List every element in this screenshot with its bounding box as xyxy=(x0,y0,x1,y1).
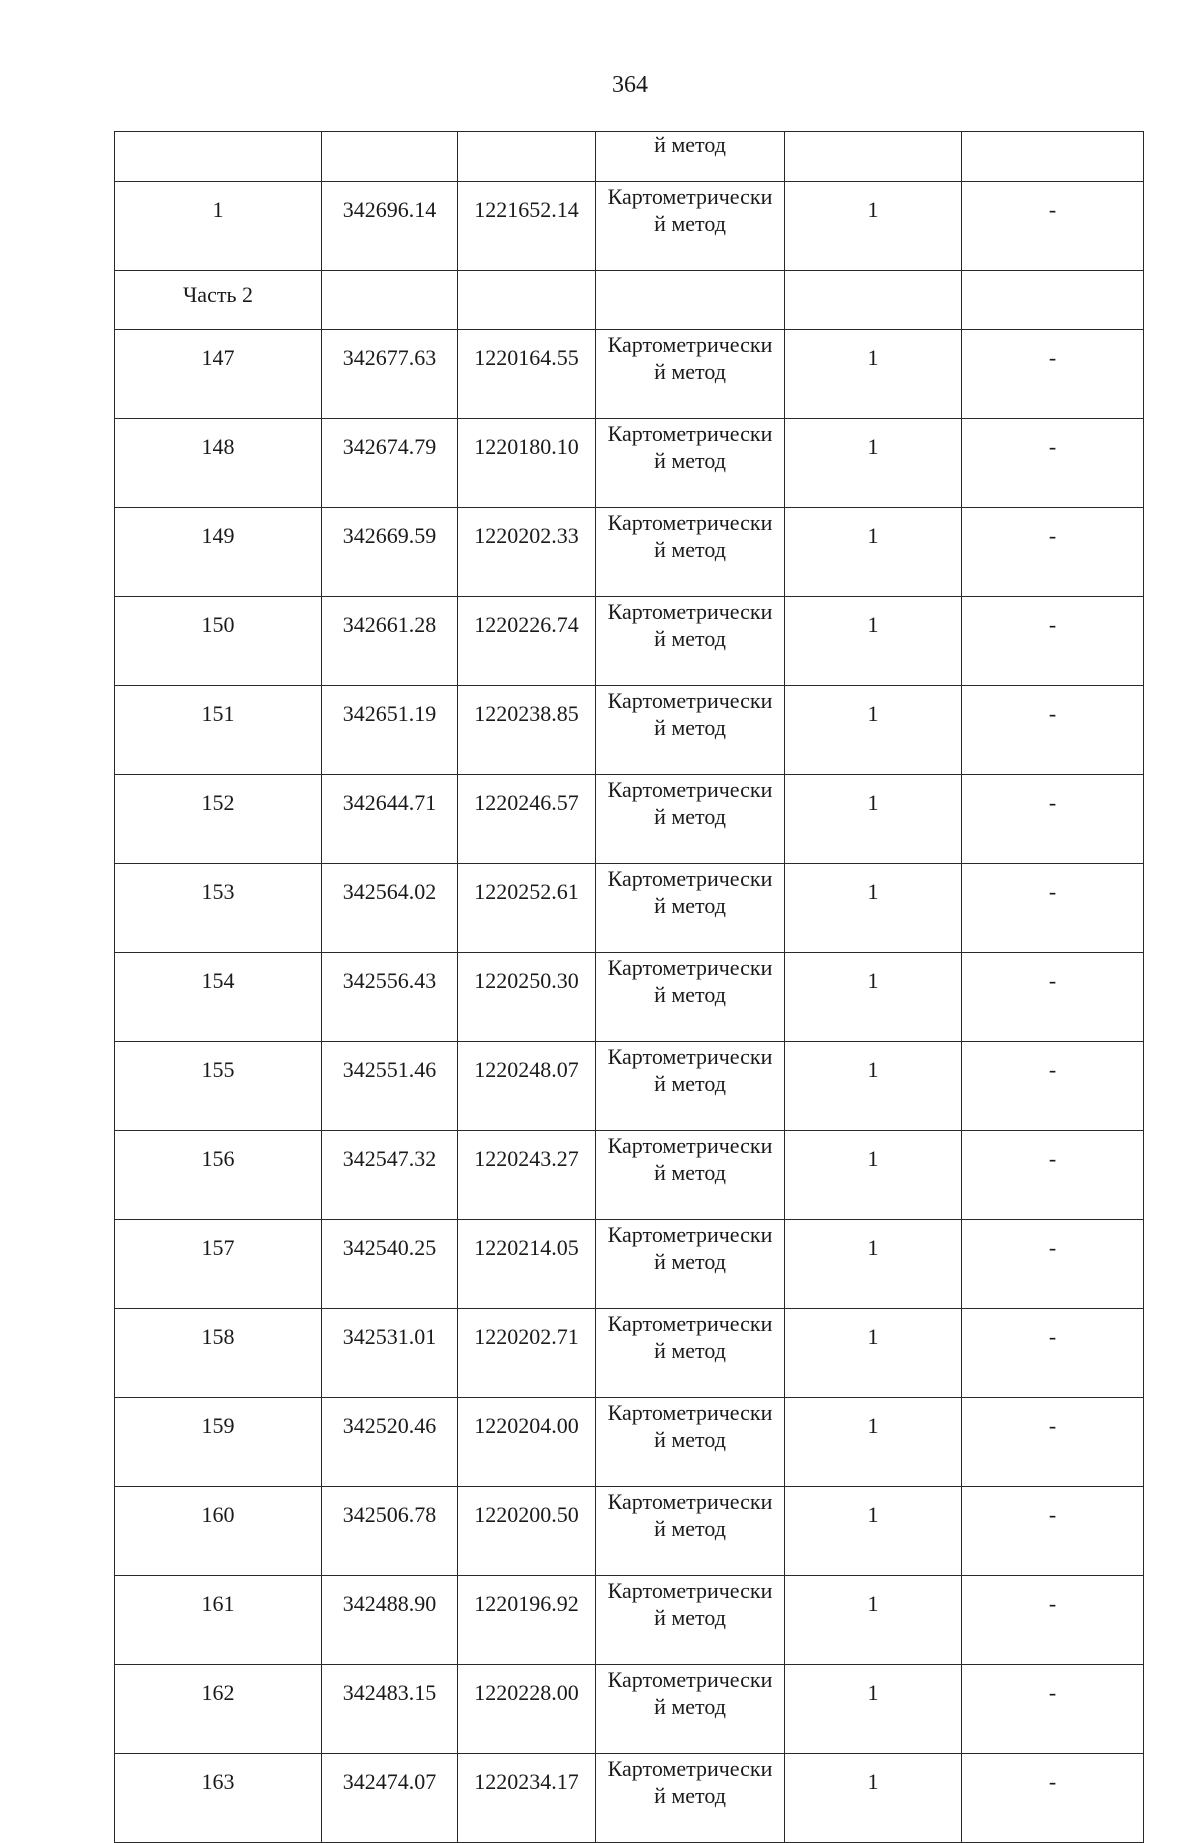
method-line-2: й метод xyxy=(654,1694,726,1719)
method-line-2: й метод xyxy=(654,1071,726,1096)
table-cell-x: 342677.63 xyxy=(322,330,458,419)
table-cell-method xyxy=(596,686,785,775)
method-line-2: й метод xyxy=(654,893,726,918)
table-cell-method xyxy=(596,1131,785,1220)
table-cell-note: - xyxy=(962,1576,1144,1665)
method-line-2: й метод xyxy=(654,359,726,384)
method-line-2: й метод xyxy=(654,982,726,1007)
table-row xyxy=(115,330,1144,419)
table-row xyxy=(115,1042,1144,1131)
table-cell-method xyxy=(596,597,785,686)
method-line-1: Картометрически xyxy=(607,1044,773,1069)
table-cell-method xyxy=(596,1665,785,1754)
table-row xyxy=(115,1576,1144,1665)
table-row xyxy=(115,1131,1144,1220)
table-cell-x: 342547.32 xyxy=(322,1131,458,1220)
table-cell-num: 150 xyxy=(115,597,322,686)
table-cell-num: 155 xyxy=(115,1042,322,1131)
method-line-2: й метод xyxy=(654,1160,726,1185)
method-line-1: Картометрически xyxy=(607,1489,773,1514)
table-row xyxy=(115,953,1144,1042)
table-cell-y: 1220234.17 xyxy=(458,1754,596,1843)
table-row xyxy=(115,686,1144,775)
table-cell-x: 342531.01 xyxy=(322,1309,458,1398)
table-cell-method xyxy=(596,182,785,271)
table-cell-x: 342551.46 xyxy=(322,1042,458,1131)
table-cell-accuracy: 1 xyxy=(785,1220,962,1309)
table-cell-note: - xyxy=(962,1487,1144,1576)
table-row-part-header xyxy=(115,271,1144,330)
table-cell-num: 158 xyxy=(115,1309,322,1398)
table-cell-method xyxy=(596,330,785,419)
table-cell-num: 156 xyxy=(115,1131,322,1220)
table-cell-y: 1220196.92 xyxy=(458,1576,596,1665)
table-cell-note: - xyxy=(962,1398,1144,1487)
table-row-continuation xyxy=(115,132,1144,182)
table-cell-y: 1220226.74 xyxy=(458,597,596,686)
table-cell-y xyxy=(458,132,596,182)
table-cell-num xyxy=(115,132,322,182)
method-line-2: й метод xyxy=(654,1249,726,1274)
method-line-1: Картометрически xyxy=(607,1400,773,1425)
table-cell-num: 147 xyxy=(115,330,322,419)
table-cell-x: 342696.14 xyxy=(322,182,458,271)
table-cell-num: 157 xyxy=(115,1220,322,1309)
method-line-2: й метод xyxy=(654,537,726,562)
table-cell-empty xyxy=(322,271,458,330)
method-line-1: Картометрически xyxy=(607,1222,773,1247)
table-row xyxy=(115,1309,1144,1398)
table-row xyxy=(115,419,1144,508)
table-cell-x: 342661.28 xyxy=(322,597,458,686)
table-cell-accuracy: 1 xyxy=(785,1487,962,1576)
table-cell-method xyxy=(596,1042,785,1131)
table-cell-note: - xyxy=(962,419,1144,508)
table-row xyxy=(115,1398,1144,1487)
table-row xyxy=(115,597,1144,686)
table-cell-num: 152 xyxy=(115,775,322,864)
coordinates-table-body xyxy=(115,132,1144,1843)
method-line-2: й метод xyxy=(654,211,726,236)
table-cell-note: - xyxy=(962,686,1144,775)
table-cell-note: - xyxy=(962,1309,1144,1398)
method-line-2: й метод xyxy=(654,626,726,651)
method-line-1: Картометрически xyxy=(607,510,773,535)
method-line-2: й метод xyxy=(654,448,726,473)
method-line-1: Картометрически xyxy=(607,955,773,980)
table-cell-accuracy: 1 xyxy=(785,419,962,508)
table-cell-x: 342674.79 xyxy=(322,419,458,508)
method-line-1: Картометрически xyxy=(607,777,773,802)
method-line-1: Картометрически xyxy=(607,184,773,209)
table-cell-method xyxy=(596,419,785,508)
table-cell-accuracy: 1 xyxy=(785,1398,962,1487)
table-cell-accuracy: 1 xyxy=(785,597,962,686)
table-cell-empty xyxy=(596,271,785,330)
table-cell-accuracy: 1 xyxy=(785,686,962,775)
table-cell-note: - xyxy=(962,1754,1144,1843)
table-cell-note: - xyxy=(962,1665,1144,1754)
table-cell-x xyxy=(322,132,458,182)
method-line-2: й метод xyxy=(654,1516,726,1541)
table-cell-method xyxy=(596,1576,785,1665)
table-cell-num: 160 xyxy=(115,1487,322,1576)
table-cell-note: - xyxy=(962,953,1144,1042)
table-cell-x: 342651.19 xyxy=(322,686,458,775)
table-cell-accuracy: 1 xyxy=(785,953,962,1042)
table-cell-num: 163 xyxy=(115,1754,322,1843)
table-cell-method xyxy=(596,1309,785,1398)
table-cell-y: 1220202.71 xyxy=(458,1309,596,1398)
coordinates-table xyxy=(114,131,1144,1843)
table-cell-note: - xyxy=(962,775,1144,864)
method-line-1: Картометрически xyxy=(607,1133,773,1158)
table-cell-method xyxy=(596,864,785,953)
table-cell-method xyxy=(596,508,785,597)
table-row xyxy=(115,775,1144,864)
table-cell-num: 148 xyxy=(115,419,322,508)
table-row xyxy=(115,1754,1144,1843)
table-cell-note: - xyxy=(962,1131,1144,1220)
table-cell-accuracy: 1 xyxy=(785,1309,962,1398)
table-cell-accuracy: 1 xyxy=(785,508,962,597)
method-line-1: Картометрически xyxy=(607,1311,773,1336)
table-cell-num: 149 xyxy=(115,508,322,597)
table-cell-note: - xyxy=(962,330,1144,419)
table-cell-x: 342556.43 xyxy=(322,953,458,1042)
table-cell-x: 342488.90 xyxy=(322,1576,458,1665)
method-line-1: Картометрически xyxy=(607,332,773,357)
table-row xyxy=(115,1487,1144,1576)
table-cell-x: 342506.78 xyxy=(322,1487,458,1576)
method-line-2: й метод xyxy=(654,1783,726,1808)
table-cell-x: 342669.59 xyxy=(322,508,458,597)
table-cell-y: 1220250.30 xyxy=(458,953,596,1042)
method-line-1: Картометрически xyxy=(607,1578,773,1603)
table-cell-accuracy: 1 xyxy=(785,182,962,271)
table-cell-y: 1220204.00 xyxy=(458,1398,596,1487)
method-line-1: Картометрически xyxy=(607,688,773,713)
table-cell-y: 1220214.05 xyxy=(458,1220,596,1309)
table-cell-accuracy xyxy=(785,132,962,182)
table-cell-x: 342540.25 xyxy=(322,1220,458,1309)
table-cell-note: - xyxy=(962,1220,1144,1309)
table-cell-y: 1220228.00 xyxy=(458,1665,596,1754)
table-cell-x: 342564.02 xyxy=(322,864,458,953)
table-cell-x: 342520.46 xyxy=(322,1398,458,1487)
table-cell-method xyxy=(596,1220,785,1309)
table-cell-num: 161 xyxy=(115,1576,322,1665)
table-cell-accuracy: 1 xyxy=(785,1754,962,1843)
table-cell-num: 153 xyxy=(115,864,322,953)
table-cell-y: 1221652.14 xyxy=(458,182,596,271)
table-cell-x: 342474.07 xyxy=(322,1754,458,1843)
table-cell-x: 342483.15 xyxy=(322,1665,458,1754)
table-cell-accuracy: 1 xyxy=(785,864,962,953)
table-cell-accuracy: 1 xyxy=(785,1576,962,1665)
part-label: Часть 2 xyxy=(115,271,322,330)
method-line-1: Картометрически xyxy=(607,866,773,891)
table-cell-method xyxy=(596,1487,785,1576)
page-number: 364 xyxy=(612,72,648,98)
table-cell-note xyxy=(962,132,1144,182)
table-cell-y: 1220246.57 xyxy=(458,775,596,864)
table-cell-y: 1220252.61 xyxy=(458,864,596,953)
table-row xyxy=(115,864,1144,953)
table-cell-empty xyxy=(785,271,962,330)
table-cell-method xyxy=(596,1398,785,1487)
table-cell-accuracy: 1 xyxy=(785,1042,962,1131)
table-cell-note: - xyxy=(962,182,1144,271)
table-cell-num: 151 xyxy=(115,686,322,775)
table-cell-y: 1220243.27 xyxy=(458,1131,596,1220)
method-line-1: Картометрически xyxy=(607,1667,773,1692)
table-cell-method xyxy=(596,775,785,864)
table-cell-empty xyxy=(458,271,596,330)
table-cell-x: 342644.71 xyxy=(322,775,458,864)
table-cell-note: - xyxy=(962,597,1144,686)
table-cell-y: 1220202.33 xyxy=(458,508,596,597)
method-line-2: й метод xyxy=(654,804,726,829)
table-cell-y: 1220248.07 xyxy=(458,1042,596,1131)
table-cell-y: 1220238.85 xyxy=(458,686,596,775)
table-cell-note: - xyxy=(962,1042,1144,1131)
method-line-2: й метод xyxy=(654,1427,726,1452)
method-line-2: й метод xyxy=(654,1605,726,1630)
table-cell-num: 154 xyxy=(115,953,322,1042)
method-line-1: Картометрически xyxy=(607,421,773,446)
method-line-2: й метод xyxy=(654,715,726,740)
method-line-2: й метод xyxy=(654,1338,726,1363)
table-row xyxy=(115,508,1144,597)
table-cell-y: 1220200.50 xyxy=(458,1487,596,1576)
table-cell-method: й метод xyxy=(596,132,785,182)
table-row xyxy=(115,1665,1144,1754)
table-cell-empty xyxy=(962,271,1144,330)
table-cell-y: 1220180.10 xyxy=(458,419,596,508)
table-cell-accuracy: 1 xyxy=(785,330,962,419)
table-cell-accuracy: 1 xyxy=(785,1131,962,1220)
table-cell-y: 1220164.55 xyxy=(458,330,596,419)
table-cell-note: - xyxy=(962,864,1144,953)
method-line-1: Картометрически xyxy=(607,599,773,624)
table-row xyxy=(115,182,1144,271)
table-row xyxy=(115,1220,1144,1309)
table-cell-accuracy: 1 xyxy=(785,1665,962,1754)
method-line-1: Картометрически xyxy=(607,1756,773,1781)
table-cell-note: - xyxy=(962,508,1144,597)
table-cell-method xyxy=(596,1754,785,1843)
table-cell-num: 162 xyxy=(115,1665,322,1754)
table-cell-accuracy: 1 xyxy=(785,775,962,864)
table-cell-method xyxy=(596,953,785,1042)
table-cell-num: 159 xyxy=(115,1398,322,1487)
table-cell-num: 1 xyxy=(115,182,322,271)
